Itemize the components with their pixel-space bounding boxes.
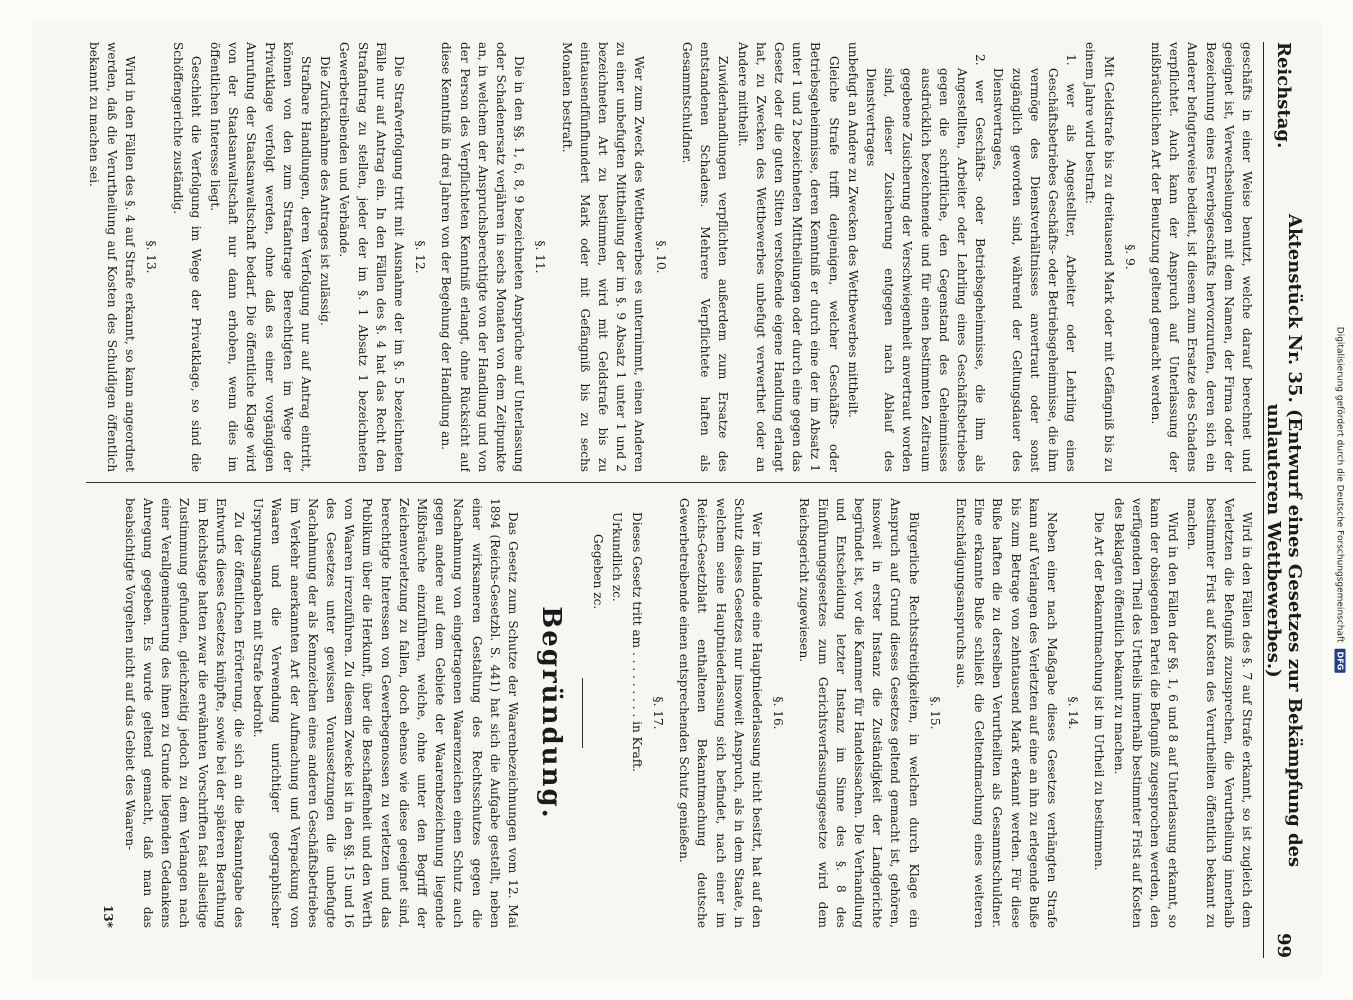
paragraph-number: §. 15. — [927, 696, 942, 730]
digitization-note — [1335, 327, 1346, 673]
text-paragraph: Wird in den Fällen der §§. 1, 6 und 8 auf Unterlassung erkannt, so kann der obsiegenden Partei die Befugniß zugesprochen werden, den verfügenden Theil des Urtheils innerhalb bestimmter Frist auf Kosten des Beklagten öffentlich bekannt zu machen. — [1111, 498, 1180, 928]
paragraph-number: §. 11. — [532, 240, 547, 274]
text-paragraph: Wird in den Fällen des §. 7 auf Strafe erkannt, so ist zugleich dem Verletzten die Befugniß zuzusprechen, die Verurtheilung innerhalb bestimmter Frist auf Kosten des Verurtheilten öffentlich bekannt zu machen. — [1184, 498, 1254, 928]
paragraph-number: §. 17. — [650, 696, 665, 730]
text-paragraph: Wird in den Fällen des §. 4 auf Strafe erkannt, so kann angeordnet werden, daß die Verurtheilung auf Kosten des Schuldigen öffentlich bekannt zu machen sei. — [86, 42, 137, 472]
closing-line: Gegeben zc. — [590, 534, 605, 610]
paragraph-number: §. 12. — [412, 240, 427, 274]
text-paragraph: Gleiche Strafe trifft denjenigen, welcher Geschäfts- oder Betriebsgeheimnisse, deren Kenntniß er durch eine der im Absatz 1 unter 1 und 2 bezeichneten Mittheilungen oder durch eine gegen das Gesetz oder die guten Sitten verstoßende eigene Handlung erlangt hat, zu Zwecken des Wettbewerbes unbefugt verwerthet oder an Andere mittheilt. — [735, 42, 841, 472]
text-paragraph: geschäfts in einer Weise benutzt, welche darauf berechnet und geeignet ist, Verwechselungen mit dem Namen, der Firma oder der Bezeichnung eines Erwerbsgeschäfts hervorzurufen, deren sich ein Anderer befugterweise bedient, ist diesem zum Ersatze des Schadens verpflichtet. Auch kann der Anspruch auf Unterlassung der mißbräuchlichen Art der Benutzung geltend gemacht werden. — [1148, 42, 1254, 472]
text-paragraph: Wer im Inlande eine Hauptniederlassung nicht besitzt, hat auf den Schutz dieses Gesetzes nur insoweit Anspruch, als in dem Staate, in welchem seine Hauptniederlassung sich befindet, nach einer im Reichs-Gesetzblatt enthaltenen Bekanntmachung deutsche Gewerbetreibende einen entsprechenden Schutz genießen. — [676, 498, 764, 928]
header-left: Reichstag. — [1273, 42, 1294, 149]
paragraph-number: §. 9. — [1122, 244, 1137, 270]
paragraph-number: §. 16. — [770, 696, 785, 730]
digitization-text: Digitalisierung gefördert durch die Deutsche Forschungsgemeinschaft — [1335, 326, 1345, 643]
document-page — [32, 20, 1322, 980]
right-column — [76, 498, 1256, 928]
running-header — [1263, 42, 1304, 958]
text-paragraph: Bürgerliche Rechtsstreitigkeiten, in welchen durch Klage ein Anspruch auf Grund dieses Gesetzes geltend gemacht ist, gehören, insoweit in erster Instanz die Zuständigkeit der Landgerichte begründet ist, vor die Kammer für Handelssachen. Die Verhandlung und Entscheidung letzter Instanz im Sinne des §. 8 des Einführungsgesetzes zum Gerichtsverfassungsgesetze wird dem Reichsgericht zugewiesen. — [796, 498, 921, 928]
text-paragraph: Neben einer nach Maßgabe dieses Gesetzes verhängten Strafe kann auf Verlangen des Verletzten auf eine an ihn zu erlegende Buße bis zum Betrage von zehntausend Mark erkannt werden. Für diese Buße haften die zu derselben Verurtheilten als Gesammtschuldner. Eine erkannte Buße schließt die Geltendmachung eines weiteren Entschädigungsanspruchs aus. — [953, 498, 1059, 928]
text-paragraph: Das Gesetz zum Schutze der Waarenbezeichnungen vom 12. Mai 1894 (Reichs-Gesetzbl. S. 441) hat sich die Aufgabe gestellt, neben einer wirksameren Gestaltung des Rechtsschutzes gegen die Nachahmung von eingetragenen Waarenzeichen einen Schutz auch gegen andere auf dem Gebiete der Waarenbezeichnung liegende Mißbräuche einzuführen, welche, ohne unter den Begriff der Zeichenverletzung zu fallen, doch ebenso wie diese geeignet sind, berechtigte Interessen von Gewerbegenossen zu verletzen und das Publikum über die Herkunft, über die Beschaffenheit und den Werth von Waaren irrezuführen. Zu diesem Zwecke ist in den §§. 15 und 16 des Gesetzes unter gewissen Voraussetzungen die unbefugte Nachahmung der als Kennzeichen eines anderen Geschäftsbetriebes im Verkehr anerkannten Art der Aufmachung und Verpackung von Waaren und die Verwendung unrichtiger geographischer Ursprungsangaben mit Strafe bedroht. — [250, 498, 520, 928]
list-item: 2. wer Geschäfts- oder Betriebsgeheimnisse, die ihm als Angestellten, Arbeiter oder Lehrling eines Geschäftsbetriebes gegen die schriftliche, den Gegenstand des Geheimnisses ausdrücklich bezeichnende und für einen bestimmten Zeitraum gegebene Zusicherung der Verschwiegenheit anvertraut worden sind, dieser Zusicherung entgegen nach Ablauf des Dienstvertrages — [863, 54, 987, 472]
text-paragraph: Die Zurücknahme des Antrages ist zulässig. — [317, 56, 332, 326]
paragraph-number: §. 10. — [653, 240, 668, 274]
text-paragraph: Dieses Gesetz tritt am . . . . . . . . . in Kraft. — [629, 512, 644, 772]
text-paragraph: Mit Geldstrafe bis zu dreitausend Mark oder mit Gefängniß bis zu einem Jahre wird bestraft: — [1082, 42, 1116, 472]
separator-rule — [582, 678, 583, 748]
text-paragraph: Zu der öffentlichen Erörterung, die sich an die Bekanntgabe des Entwurfs dieses Gesetzes knüpfte, sowie bei der späteren Berathung im Reichstage hatten zwar die erwähnten Vorschriften fast allseitige Zustimmung gefunden, gleichzeitig jedoch zu dem Verlangen nach einer Verallgemeinerung des ihnen zu Grunde liegenden Gedankens Anregung gegeben. Es wurde geltend gemacht, daß man das beabsichtigte Vorgehen nicht auf das Gebiet des Waaren- — [122, 498, 246, 928]
text-paragraph: Urkundlich zc. — [610, 512, 624, 602]
paragraph-number: §. 14. — [1065, 696, 1080, 730]
text-paragraph: Die Strafverfolgung tritt mit Ausnahme der im §. 5 bezeichneten Fälle nur auf Antrag ein. In den Fällen des §. 4 hat das Recht den Strafantrag zu stellen, jeder der im §. 1 Absatz 1 bezeichneten Gewerbetreibenden und Verbände. — [336, 42, 406, 472]
left-column — [76, 42, 1256, 472]
page-number: 99 — [1273, 932, 1294, 958]
text-paragraph: unbefugt an Andere zu Zwecken des Wettbewerbes mittheilt. — [845, 42, 860, 418]
signature-mark: 13* — [100, 904, 115, 928]
text-paragraph: Wer zum Zweck des Wettbewerbes es unternimmt, einen Anderen zu einer unbefugten Mittheilung der im §. 9 Absatz 1 unter 1 und 2 bezeichneten Art zu bestimmen, wird mit Geldstrafe bis zu eintausendfünfhundert Mark oder mit Gefängniß bis zu sechs Monaten bestraft. — [559, 42, 646, 472]
dfg-logo: DFG — [1335, 649, 1346, 674]
paragraph-number: §. 13. — [143, 240, 158, 274]
text-paragraph: Die Art der Bekanntmachung ist im Urtheil zu bestimmen. — [1091, 512, 1106, 871]
header-title: Aktenstück Nr. 35. (Entwurf eines Gesetzes zur Bekämpfung des unlauteren Wettbewerbes.) — [1262, 214, 1305, 868]
list-item: 1. wer als Angestellter, Arbeiter oder Lehrling eines Geschäftsbetriebes Geschäfts- oder Betriebsgeheimnisse, die ihm vermöge des Dienstverhältnisses anvertraut oder sonst zugänglich geworden sind, während der Geltungsdauer des Dienstvertrages, — [990, 54, 1078, 472]
text-paragraph: Zuwiderhandlungen verpflichten außerdem zum Ersatze des entstandenen Schadens. Mehrere Verpflichtete haften als Gesammtschuldner. — [679, 42, 730, 472]
column-divider — [86, 482, 1256, 483]
text-paragraph: Geschieht die Verfolgung im Wege der Privatklage, so sind die Schöffengerichte zuständig. — [170, 42, 203, 472]
text-paragraph: Strafbare Handlungen, deren Verfolgung nur auf Antrag eintritt, können von den zum Strafantrage Berechtigten im Wege der Privatklage verfolgt werden, ohne daß es einer vorgängigen Anrufung der Staatsanwaltschaft bedarf. Die öffentliche Klage wird von der Staatsanwaltschaft nur dann erhoben, wenn dies im öffentlichen Interesse liegt. — [207, 42, 313, 472]
text-paragraph: Die in den §§. 1, 6, 8, 9 bezeichneten Ansprüche auf Unterlassung oder Schadenersatz verjähren in sechs Monaten von dem Zeitpunkte an, in welchem der Anspruchsberechtigte von der Handlung und von der Person des Verpflichteten Kenntniß erlangt, ohne Rücksicht auf diese Kenntniß in drei Jahren von der Begehung der Handlung an. — [438, 42, 526, 472]
section-heading: Begründung. — [535, 606, 566, 820]
